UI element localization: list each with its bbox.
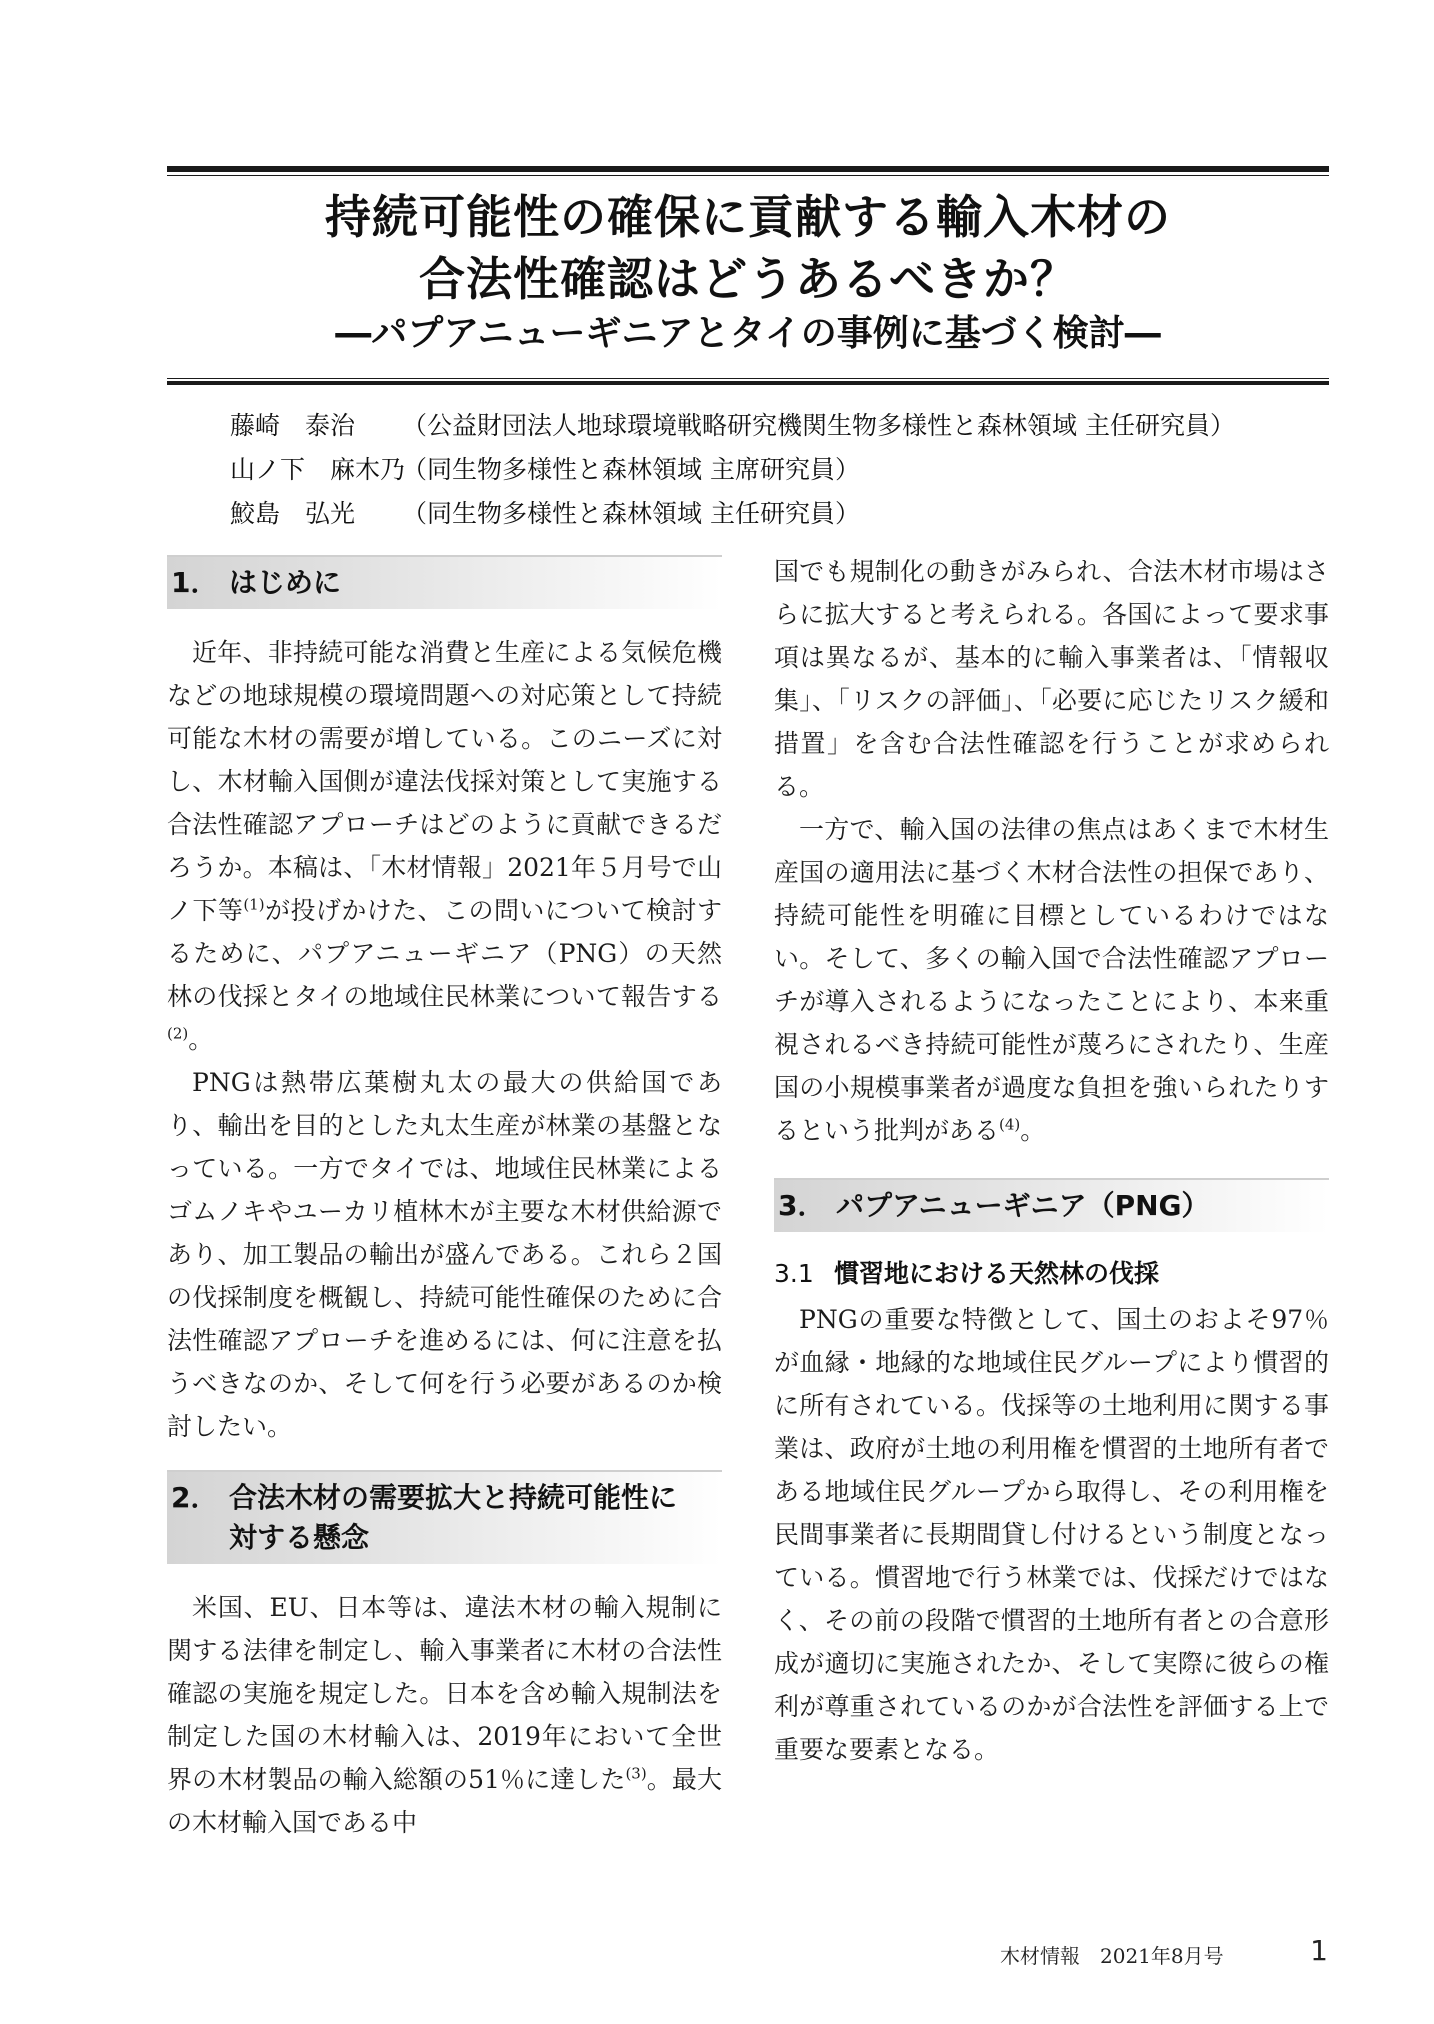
subsection-title: 慣習地における天然林の伐採: [834, 1259, 1160, 1288]
section-heading-1: [167, 555, 722, 609]
subsection-number: 3.1: [774, 1259, 814, 1288]
page-footer: [1000, 1934, 1334, 1968]
paragraph-text: が投げかけた、この問いについて検討するために、パプアニューギニア（PNG）の天然林の伐採とタイの地域住民林業について報告する: [167, 896, 722, 1011]
section-title-line: 対する懸念: [229, 1521, 370, 1554]
reference-marker: (3): [625, 1764, 647, 1783]
page-number: 1: [1310, 1934, 1328, 1967]
section-number: 3．: [778, 1189, 826, 1222]
author-row: [230, 492, 1330, 536]
author-name: 鮫島 弘光: [230, 499, 356, 528]
paragraph-text: 。最大の木材輸入国である中: [167, 1765, 722, 1837]
author-affiliation: （公益財団法人地球環境戦略研究機関生物多様性と森林領域 主任研究員）: [402, 411, 1235, 440]
paragraph-text: 一方で、輸入国の法律の焦点はあくまで木材生産国の適用法に基づく木材合法性の担保であり、持続可能性を明確に目標としているわけではない。そして、多くの輸入国で合法性確認アプローチが導入されるようになったことにより、本来重視されるべき持続可能性が蔑ろにされたり、生産国の小規模事業者が過度な負担を強いられたりするという批判がある: [774, 815, 1329, 1145]
journal-name: 木材情報 2021年8月号: [1000, 1944, 1224, 1968]
author-name: 山ノ下 麻木乃: [230, 455, 406, 484]
title-rule-bottom-thin: [167, 378, 1329, 379]
section-number: 2．: [171, 1481, 219, 1514]
title-rule-top-thin: [167, 175, 1329, 176]
article-title: [167, 186, 1329, 358]
section-number: 1．: [171, 566, 219, 599]
paragraph: [774, 808, 1329, 1152]
paragraph-text: 米国、EU、日本等は、違法木材の輸入規制に関する法律を制定し、輸入事業者に木材の合法性確認の実施を規定した。日本を含め輸入規制法を制定した国の木材輸入は、2019年において全世界の木材製品の輸入総額の51％に達した: [167, 1593, 722, 1794]
title-rule-top: [167, 166, 1329, 172]
section-title: パプアニューギニア（PNG）: [836, 1189, 1210, 1222]
title-rule-bottom: [167, 381, 1329, 385]
paragraph-text: 近年、非持続可能な消費と生産による気候危機などの地球規模の環境問題への対応策として持続可能な木材の需要が増している。このニーズに対し、木材輸入国側が違法伐採対策として実施する合法性確認アプローチはどのように貢献できるだろうか。本稿は、「木材情報」2021年５月号で山ノ下等: [167, 638, 722, 925]
paragraph-continued: 国でも規制化の動きがみられ、合法木材市場はさらに拡大すると考えられる。各国によって要求事項は異なるが、基本的に輸入事業者は、「情報収集」、「リスクの評価」、「必要に応じたリスク緩和措置」を含む合法性確認を行うことが求められる。: [774, 557, 1329, 801]
paragraph: PNGの重要な特徴として、国土のおよそ97％が血縁・地縁的な地域住民グループにより慣習的に所有されている。伐採等の土地利用に関する事業は、政府が土地の利用権を慣習的土地所有者である地域住民グループから取得し、その利用権を民間事業者に長期間貸し付けるという制度となっている。慣習地で行う林業では、伐採だけではなく、その前の段階で慣習的土地所有者との合意形成が適切に実施されたか、そして実際に彼らの権利が尊重されているのかが合法性を評価する上で重要な要素となる。: [774, 1305, 1329, 1764]
paragraph-text: 。: [188, 1025, 214, 1054]
paragraph: [167, 631, 722, 1061]
section-heading-2: [167, 1470, 722, 1564]
title-line-1: 持続可能性の確保に貢献する輸入木材の: [325, 190, 1171, 244]
section-title-line: 合法木材の需要拡大と持続可能性に: [229, 1481, 678, 1514]
author-row: [230, 404, 1330, 448]
author-affiliation: （同生物多様性と森林領域 主席研究員）: [402, 455, 860, 484]
reference-marker: (1): [243, 895, 265, 914]
article-subtitle: ―パプアニューギニアとタイの事例に基づく検討―: [335, 313, 1161, 354]
reference-marker: (2): [167, 1024, 189, 1043]
subsection-heading: [774, 1254, 1329, 1294]
author-list: [230, 404, 1330, 536]
section-title: はじめに: [229, 566, 342, 599]
section-heading-3: [774, 1178, 1329, 1232]
title-line-2: 合法性確認はどうあるべきか？: [419, 252, 1077, 306]
author-name: 藤崎 泰治: [230, 411, 356, 440]
paragraph-text: 。: [1020, 1116, 1046, 1145]
left-column: [167, 555, 722, 1844]
paragraph: PNGは熱帯広葉樹丸太の最大の供給国であり、輸出を目的とした丸太生産が林業の基盤となっている。一方でタイでは、地域住民林業によるゴムノキやユーカリ植林木が主要な木材供給源であり、加工製品の輸出が盛んである。これら２国の伐採制度を概観し、持続可能性確保のために合法性確認アプローチを進めるには、何に注意を払うべきなのか、そして何を行う必要があるのか検討したい。: [167, 1068, 722, 1441]
author-affiliation: （同生物多様性と森林領域 主任研究員）: [402, 499, 860, 528]
reference-marker: (4): [999, 1115, 1021, 1134]
paragraph: [167, 1586, 722, 1844]
author-row: [230, 448, 1330, 492]
right-column: [774, 550, 1329, 1771]
